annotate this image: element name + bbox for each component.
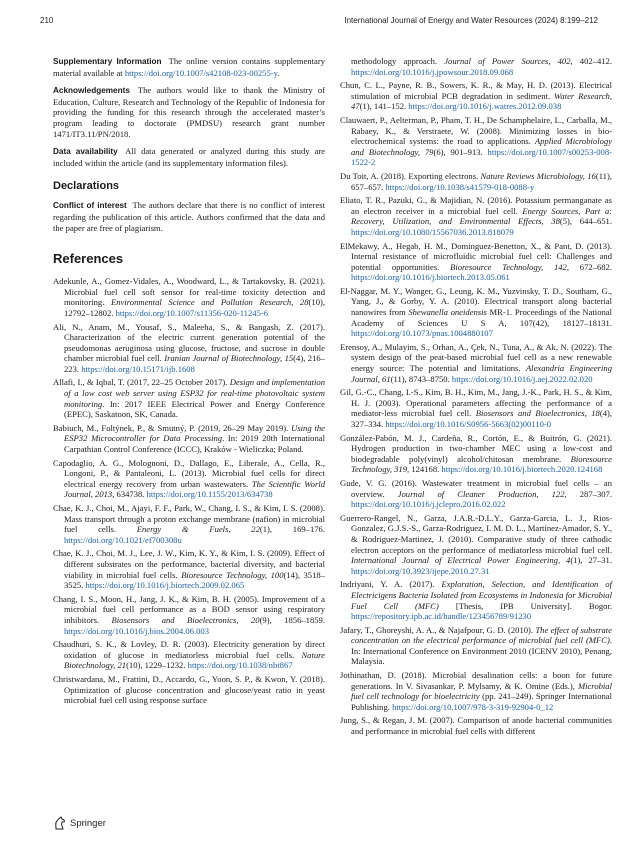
- reference-text: Christwardana, M., Frattini, D., Accardo, G., Yoon, S. P., & Kwon, Y. (2018). Optimization of glucose concentration and glucose/yeast ratio in yeast microbial fuel cell using response surface: [53, 673, 325, 706]
- reference-source: Applied Microbiology and Biotechnology, 79: [351, 136, 613, 157]
- left-column: [53, 56, 325, 709]
- reference-text: Chae, K. J., Choi, M. J., Lee, J. W., Kim, K. Y., & Kim, I. S. (2009). Effect of different substrates on the performance, bacterial diversity, and bacterial viability in microbial fuel cells.: [53, 548, 325, 580]
- reference-text: Eliato, T. R., Pazuki, G., & Majidian, N. (2016). Potassium permanganate as an electron receiver in a microbial fuel cell.: [340, 195, 612, 216]
- reference-details: , 672–682.: [566, 261, 612, 272]
- reference-doi-link[interactable]: https://doi.org/10.1155/2013/634738: [146, 489, 273, 500]
- reference-source: International Journal of Electrical Power Engineering, 4: [351, 555, 571, 566]
- reference-details: (9), 1856–1859.: [259, 614, 325, 625]
- reference-source: Bioresource Technology, 100: [181, 569, 284, 580]
- statement-text: All data generated or analyzed during this study are included within the article (and its supplementary information files).: [53, 146, 325, 168]
- statement-link[interactable]: https://doi.org/10.1007/s42108-023-00255-y: [124, 67, 278, 78]
- reference-entry: [53, 377, 325, 419]
- reference-entry: [340, 286, 612, 339]
- reference-entry: [53, 548, 325, 590]
- reference-doi-link[interactable]: https://doi.org/10.1007/978-3-319-92904-0_12: [392, 701, 554, 712]
- reference-text: Chae, K. J., Choi, M., Ajayi, F. F., Park, W., Chang, I. S., & Kim, I. S. (2008). Mass transport through a proton exchange membrane (nafion) in microbial fuel cells.: [53, 503, 325, 535]
- reference-details: . In: 2019 20th International Carpathian Control Conference (ICCC), Kraków - Wieliczka; Poland.: [64, 433, 325, 455]
- reference-doi-link[interactable]: https://doi.org/10.1016/j.watres.2012.09.038: [408, 101, 562, 112]
- reference-source: Environmental Science and Pollution Research, 28: [111, 297, 309, 308]
- reference-source: Microbial fuel cell technology for bioelectricity: [351, 680, 612, 702]
- reference-details: (1), 141–152.: [359, 101, 409, 112]
- reference-details: (14), 3518–3525.: [64, 569, 325, 591]
- reference-details: (6), 901–913.: [433, 146, 488, 157]
- statement-tail: .: [277, 67, 280, 78]
- reference-entry: [340, 625, 612, 667]
- reference-details: (1), 27–31.: [570, 555, 612, 566]
- reference-text: González-Pabón, M. J., Cardeña, R., Cortón, E., & Buitrón, G. (2021). Hydrogen production in two-chamber MEC using a low-cost and biodegradable poly(vinyl) alcohol/chitosan membrane.: [340, 432, 612, 464]
- reference-details: , 634738.: [112, 489, 147, 500]
- reference-doi-link[interactable]: https://doi.org/10.1007/s00253-008-1522-2: [351, 146, 612, 168]
- running-header: [40, 16, 598, 28]
- statement-lead: Supplementary Information: [53, 57, 162, 66]
- reference-entry: [340, 80, 612, 112]
- reference-entry: [53, 503, 325, 545]
- reference-text: Allafi, I., & Iqbal, T. (2017, 22–25 October 2017).: [53, 377, 230, 388]
- reference-doi-link[interactable]: https://doi.org/10.1007/s11356-020-11245-6: [115, 307, 269, 318]
- statement-text: The authors would like to thank the Ministry of Education, Culture, Research and Technology of the Republic of Indonesia for providing the funding for this research through the accelerated master’s program leading to doctorate (PMDSU) research grant number 1471/IT3.11/PN/2018.: [53, 85, 325, 139]
- reference-source: Journal of Power Sources, 402: [444, 56, 571, 66]
- reference-text: Chaudhuri, S. K., & Lovley, D. R. (2003). Electricity generation by direct oxidation of glucose in mediatorless microbial fuel cells.: [53, 639, 325, 660]
- reference-details: , 287–307.: [564, 488, 612, 499]
- reference-details: (4), 216–223.: [64, 353, 325, 374]
- reference-source: Biosensors and Bioelectronics, 18: [475, 408, 600, 419]
- reference-entry: [340, 115, 612, 168]
- right-column: [340, 56, 612, 740]
- reference-entry: [340, 241, 612, 283]
- reference-entry: [340, 670, 612, 712]
- publisher-name: Springer: [70, 817, 106, 829]
- reference-text: Guerrero-Rangel, N., Garza, J.A.R.-D.L.Y., Garza-Garcia, L. J., Rios-Gonzalez, G.J.S.-S., Garza-Rodriguez, I. M. D. L., Martinez-Amador, S. Y., & Rodriguez-Martinez, J. (2010). Comparative study of three cathodic electron acceptors on the performance of mediatorless microbial fuel cell.: [340, 512, 612, 555]
- reference-text: ElMekawy, A., Hegab, H. M., Dominguez-Benetton, X., & Pant, D. (2013). Internal resistance of microfluidic microbial fuel cell: Challenges and potential opportunities.: [340, 240, 612, 272]
- reference-entry: [340, 433, 612, 475]
- reference-source: Energy & Fuels, 22: [136, 524, 260, 535]
- page-footer: [53, 816, 106, 830]
- reference-source: Design and implementation of a low cost web server using ESP32 for real-time photovoltaic system monitoring: [64, 377, 326, 409]
- reference-text: Jothinathan, D. (2018). Microbial desalination cells: a boon for future generations. In V. Sivasankar, P. Mylsamy, & K. Omine (Eds.),: [340, 670, 612, 691]
- reference-details: (4), 327–334.: [351, 408, 613, 429]
- reference-doi-link[interactable]: https://doi.org/10.1021/ef700308u: [64, 534, 182, 545]
- reference-source: Water Research, 47: [351, 90, 613, 112]
- reference-doi-link[interactable]: https://repository.ipb.ac.id/handle/123456789/91230: [351, 611, 532, 622]
- reference-text: Indriyani, Y. A. (2017).: [340, 579, 442, 590]
- references-list-right: [340, 56, 612, 737]
- reference-text: El-Naggar, M. Y., Wanger, G., Leung, K. M., Yuzvinsky, T. D., Southam, G., Yang, J., & Gorby, Y. A. (2010). Electrical transport along bacterial nanowires from: [340, 285, 612, 318]
- reference-details: (5), 644–651.: [559, 216, 612, 227]
- reference-details: (11), 657–657.: [351, 170, 612, 192]
- reference-entry: [53, 276, 325, 318]
- reference-source: Iranian Journal of Biotechnology, 15: [164, 353, 294, 364]
- reference-text: Chang, I. S., Moon, H., Jang, J. K., & Kim, B. H. (2005). Improvement of a microbial fuel cell performance as a BOD sensor using respiratory inhibitors.: [53, 593, 325, 625]
- statement-paragraph: [53, 85, 325, 139]
- reference-source: Biosensors and Bioelectronics, 20: [111, 614, 260, 625]
- page-number: 210: [40, 16, 54, 25]
- reference-details: (pp. 241–249). Springer International Publishing.: [351, 691, 612, 712]
- reference-source: Bioresource Technology, 319: [351, 453, 612, 475]
- reference-source: Using the ESP32 Microcontroller for Data Processing: [64, 422, 325, 444]
- statement-lead: Acknowledgements: [53, 86, 130, 96]
- reference-details: , 124168.: [407, 464, 442, 475]
- reference-details: [Thesis, IPB University]. Bogor.: [438, 600, 612, 611]
- reference-entry: [53, 423, 325, 455]
- reference-entry: [340, 579, 612, 621]
- conflict-of-interest: [53, 200, 325, 233]
- reference-entry: [53, 639, 325, 671]
- reference-text: Adekunle, A., Gomez-Vidales, A., Woodward, L., & Tartakovsky, B. (2021). Microbial fuel cell soft sensor for real-time toxicity detection and monitoring.: [53, 276, 325, 308]
- reference-text: Gil, G.-C., Chang, I.-S., Kim, B. H., Kim, M., Jang, J.-K., Park, H. S., & Kim, H. J. (2003). Operational parameters affecting the performance of a mediator-less microbial fuel cell.: [340, 387, 612, 419]
- reference-doi-link[interactable]: https://doi.org/10.1016/j.jpowsour.2018.09.068: [351, 66, 514, 77]
- reference-doi-link[interactable]: https://doi.org/10.1016/j.bios.2004.06.003: [64, 625, 209, 636]
- reference-doi-link[interactable]: https://doi.org/10.15171/ijb.1608: [81, 363, 195, 374]
- reference-source: Alexandria Engineering Journal, 61: [351, 363, 612, 384]
- journal-citation: International Journal of Energy and Water Resources (2024) 8:199–212: [344, 16, 598, 25]
- reference-entry: [340, 387, 612, 429]
- statement-lead: Data availability: [53, 147, 118, 157]
- springer-horse-icon: [53, 816, 66, 830]
- reference-entry: [53, 458, 325, 500]
- reference-text: Chun, C. L., Payne, R. B., Sowers, K. R., & May, H. D. (2013). Electrical stimulation of microbial PCB degradation in sediment.: [340, 80, 612, 101]
- reference-doi-link[interactable]: https://doi.org/10.1038/nbt867: [187, 660, 293, 671]
- reference-doi-link[interactable]: https://doi.org/10.1016/S0956-5663(02)00110-0: [385, 419, 552, 429]
- reference-source: Bioresource Technology, 142: [450, 261, 567, 272]
- reference-source: The Scientific World Journal, 2013: [64, 478, 325, 500]
- statement-text: The online version contains supplementary material available at: [53, 56, 325, 78]
- reference-entry: [340, 478, 612, 510]
- reference-text: Capodaglio, A. G., Molognoni, D., Dallago, E., Liberale, A., Cella, R., Longoni, P., & Pantaleoni, L. (2013). Microbial fuel cells for direct electrical energy recovery from urban wastewaters.: [53, 457, 325, 489]
- reference-source: Shewanella oneidensis: [408, 307, 487, 318]
- reference-details: (10), 12792–12802.: [64, 297, 325, 318]
- reference-doi-link[interactable]: https://doi.org/10.1016/j.jclepro.2016.02.022: [351, 499, 506, 510]
- reference-doi-link[interactable]: https://doi.org/10.1016/j.biortech.2013.05.061: [351, 272, 510, 283]
- reference-details: . In: International Conference on Environment 2010 (ICENV 2010), Penang, Malaysia.: [351, 635, 612, 667]
- reference-entry: [340, 513, 612, 577]
- reference-details: (11), 8743–8750.: [390, 373, 452, 384]
- reference-details: (10), 1229–1232.: [126, 660, 188, 671]
- references-list-left: [53, 276, 325, 706]
- reference-doi-link[interactable]: https://doi.org/10.1080/15567036.2013.818079: [351, 226, 514, 237]
- reference-entry: [340, 56, 612, 77]
- references-heading: References: [53, 251, 124, 267]
- reference-details: , 402–412.: [570, 56, 612, 66]
- reference-source: Exploration, Selection, and Identification of Electricigens Bacteria Isolated from Ecosystems in Indonesia for Microbial Fuel Cell (MFC): [351, 579, 612, 611]
- reference-text: Erensoy, A., Mulayim, S., Orhan, A., Çek, N., Tuna, A., & Ak, N. (2022). The system design of the peat-based microbial fuel cell as a new renewable energy source: The potential and limitations.: [340, 341, 612, 374]
- statement-paragraph: [53, 56, 325, 78]
- reference-text: Jung, S., & Regan, J. M. (2007). Comparison of anode bacterial communities and performance in microbial fuel cells with different: [340, 715, 612, 737]
- reference-entry: [53, 322, 325, 375]
- reference-text: Gude, V. G. (2016). Wastewater treatment in microbial fuel cells – an overview.: [340, 477, 612, 499]
- reference-text: Clauwaert, P., Aelterman, P., Pham, T. H., De Schamphelaire, L., Carballa, M., Rabaey, K., & Verstraete, W. (2008). Minimizing losses in bio-electrochemical systems: the road to applications.: [340, 114, 612, 147]
- reference-doi-link[interactable]: https://doi.org/10.1073/pnas.1004880107: [351, 328, 493, 339]
- reference-doi-link[interactable]: https://doi.org/10.1016/j.biortech.2009.02.065: [85, 580, 245, 591]
- reference-source: Energy Sources, Part a: Recovery, Utilization, and Environmental Effects, 38: [351, 205, 612, 227]
- reference-entry: [53, 594, 325, 636]
- reference-entry: [340, 342, 612, 384]
- reference-entry: [340, 171, 612, 192]
- statement-paragraph: [53, 146, 325, 168]
- reference-doi-link[interactable]: https://doi.org/10.1016/j.aej.2022.02.020: [451, 373, 593, 384]
- reference-details: (1), 169–176.: [259, 524, 326, 535]
- reference-details: . In: 2017 IEEE Electrical Power and Energy Conference (EPEC), Saskatoon, SK, Canada.: [64, 398, 325, 420]
- reference-source: The effect of substrate concentration on the electrical performance of microbial fuel cell (MFC): [351, 624, 612, 646]
- conflict-of-interest-text: The authors declare that there is no conflict of interest regarding the publication of this article. Authors confirmed that the data and the paper are free of plagiarism.: [53, 200, 326, 233]
- reference-text: Ali, N., Anam, M., Yousaf, S., Maleeha, S., & Bangash, Z. (2017). Characterization of the electric current generation potential of the pseudomonas aeruginosa using glucose, fructose, and sucrose in double chamber microbial fuel cell.: [53, 321, 325, 364]
- reference-source: Nature Biotechnology, 21: [64, 649, 325, 671]
- reference-doi-link[interactable]: https://doi.org/10.3923/ijepe.2010.27.31: [351, 565, 490, 576]
- statements-block: [53, 56, 325, 168]
- reference-entry: [53, 674, 325, 706]
- reference-text: Du Toit, A. (2018). Exporting electrons.: [340, 170, 481, 181]
- reference-details: MR-1. Proceedings of the National Academy of Sciences U S A, 107(42), 18127–18131.: [351, 307, 612, 328]
- reference-entry: [340, 715, 612, 736]
- reference-text: Jafary, T., Ghoreyshi, A. A., & Najafpour, G. D. (2010).: [340, 624, 536, 635]
- reference-source: Nature Reviews Microbiology, 16: [480, 170, 596, 181]
- reference-text: Babiuch, M., Foltýnek, P., & Smutný, P. (2019, 26–29 May 2019).: [53, 422, 292, 433]
- reference-doi-link[interactable]: https://doi.org/10.1016/j.biortech.2020.124168: [441, 464, 603, 475]
- reference-source: Journal of Cleaner Production, 122: [397, 488, 565, 499]
- reference-doi-link[interactable]: https://doi.org/10.1038/s41579-018-0088-y: [385, 181, 535, 192]
- reference-text: methodology approach.: [351, 56, 445, 66]
- declarations-heading: Declarations: [53, 180, 120, 193]
- reference-entry: [340, 195, 612, 237]
- conflict-of-interest-lead: Conflict of interest: [53, 201, 127, 211]
